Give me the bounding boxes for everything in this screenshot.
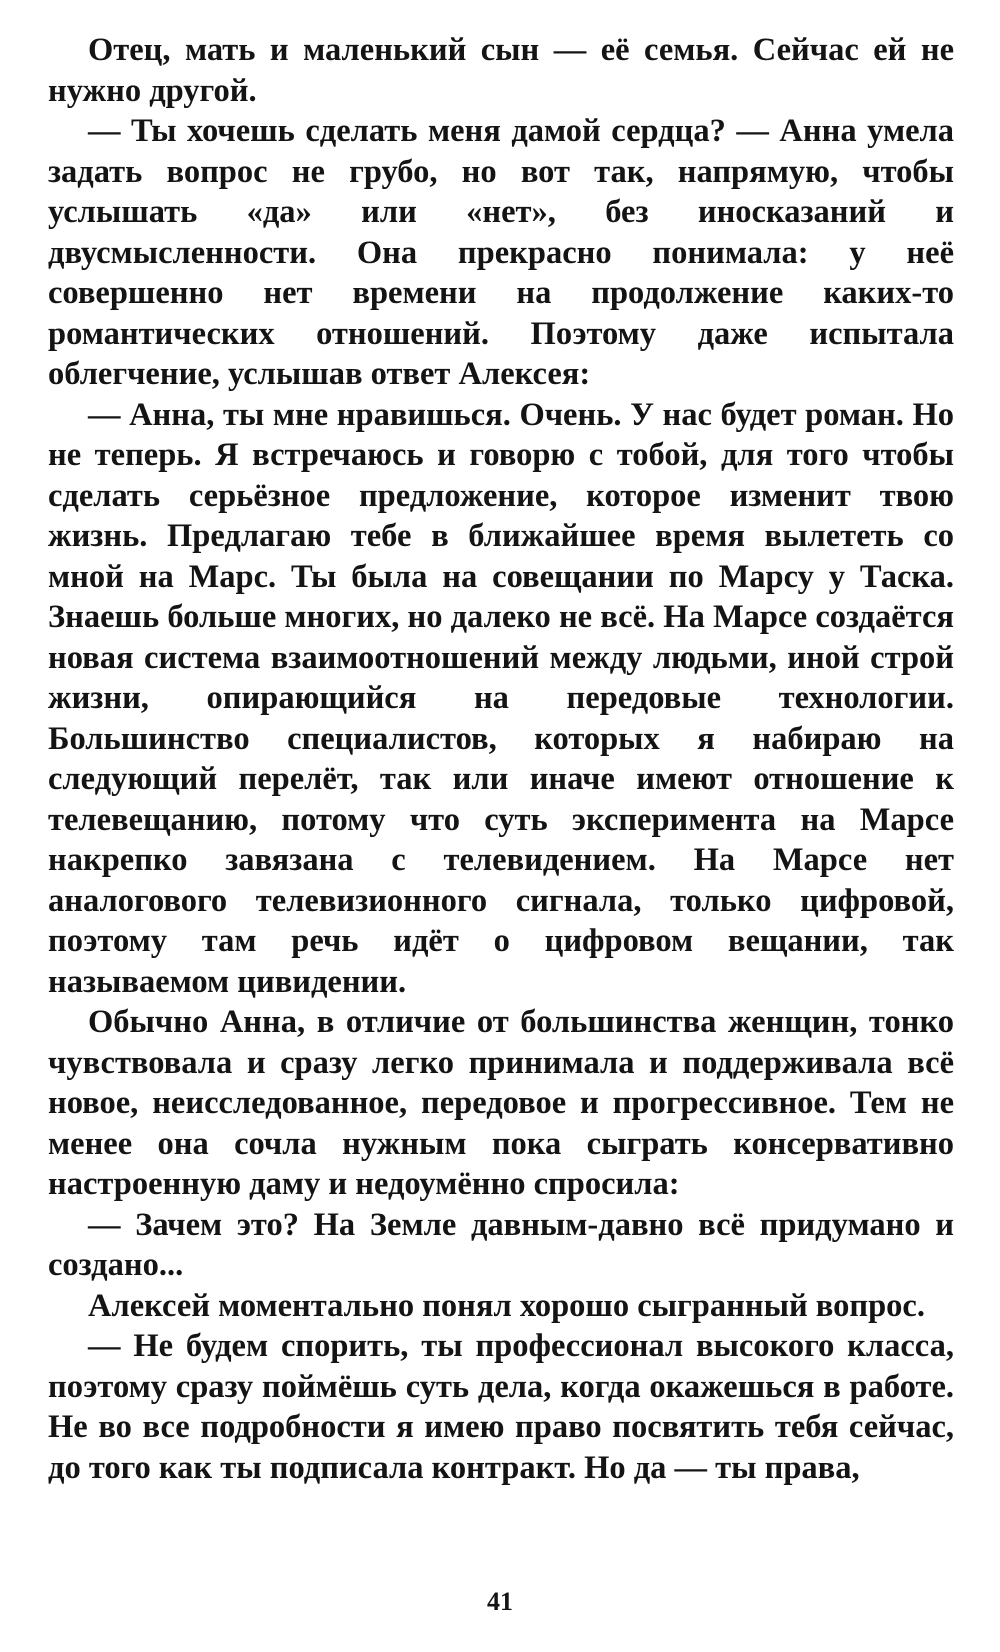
page-number: 41	[487, 1587, 513, 1616]
paragraph-6: Алексей моментально понял хорошо сыгранный вопрос.	[88, 1287, 925, 1324]
paragraph-5: — Зачем это? На Земле давным-давно всё придумано и создано...	[48, 1206, 954, 1283]
paragraph-1: Отец, мать и маленький сын — её семья. Сейчас ей не нужно другой.	[48, 32, 954, 109]
paragraph-2: — Ты хочешь сделать меня дамой сердца? — Анна умела задать вопрос не грубо, но вот так, напрямую, чтобы услышать «да» или «нет», без иносказаний и двусмысленности. Она прекрасно понимала: у неё совершенно нет времени на продолжение каких-то романтических отношений. Поэтому даже испытала облегчение, услышав ответ Алексея:	[48, 113, 954, 392]
paragraph-4: Обычно Анна, в отличие от большинства женщин, тонко чувствовала и сразу легко принимала и поддерживала всё новое, неисследованное, передовое и прогрессивное. Тем не менее она сочла нужным пока сыграть консервативно настроенную даму и недоумённо спросила:	[48, 1004, 954, 1202]
paragraph-7: — Не будем спорить, ты профессионал высокого класса, поэтому сразу поймёшь суть дела, когда окажешься в работе. Не во все подробности я имею право посвятить тебя сейчас, до того как ты подписала контракт. Но да — ты права,	[48, 1328, 954, 1486]
paragraph-3: — Анна, ты мне нравишься. Очень. У нас будет роман. Но не теперь. Я встречаюсь и говорю с тобой, для того чтобы сделать серьёзное предложение, которое изменит твою жизнь. Предлагаю тебе в ближайшее время вылететь со мной на Марс. Ты была на совещании по Марсу у Таска. Знаешь больше многих, но далеко не всё. На Марсе создаётся новая система взаимоотношений между людьми, иной строй жизни, опирающийся на передовые технологии. Большинство специалистов, которых я набираю на следующий перелёт, так или иначе имеют отношение к телевещанию, потому что суть эксперимента на Марсе накрепко завязана с телевидением. На Марсе нет аналогового телевизионного сигнала, только цифровой, поэтому там речь идёт о цифровом вещании, так называемом цивидении.	[48, 396, 954, 1000]
page-body	[48, 30, 954, 1488]
